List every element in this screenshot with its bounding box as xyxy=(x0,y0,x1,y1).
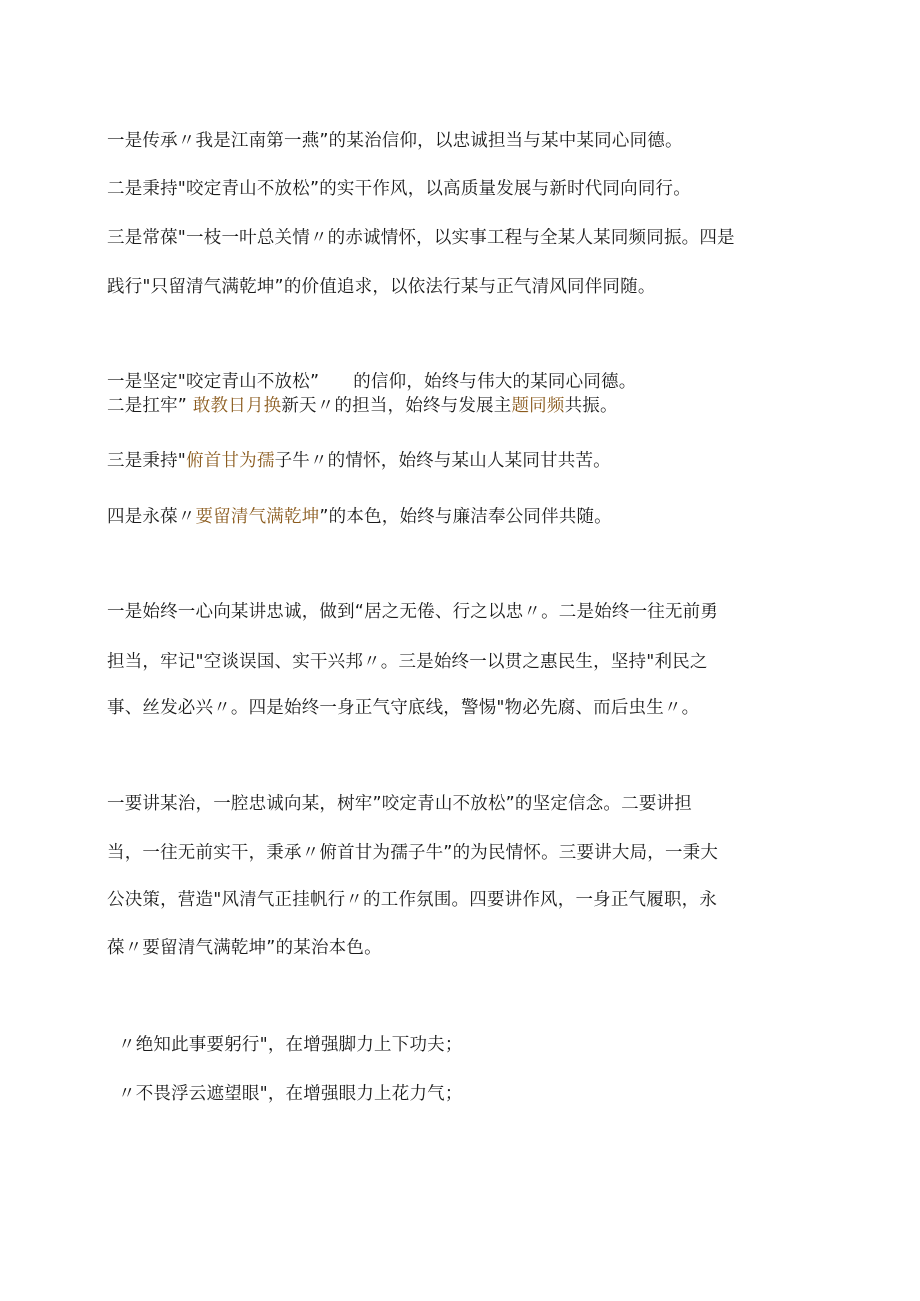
quote-line-1: 〃绝知此事要躬行"，在增强脚力上下功夫； xyxy=(118,1035,463,1055)
quote-line-2: 〃不畏浮云遮望眼"，在增强眼力上花力气； xyxy=(118,1084,463,1104)
paragraph-2-line-3 xyxy=(107,449,611,473)
line-text: 子牛〃的情怀，始终与某山人某同甘共苦。 xyxy=(274,451,611,471)
line-text: 二是扛牢” xyxy=(107,396,188,416)
paragraph-2-line-1 xyxy=(107,370,636,394)
line-text: ”的本色，始终与廉洁奉公同伴共随。 xyxy=(319,507,612,527)
paragraph-3-line-1: 一是始终一心向某讲忠诚，做到“居之无倦、行之以忠〃。二是始终一往无前勇 xyxy=(107,602,719,622)
paragraph-2-line-2 xyxy=(107,394,618,418)
line-text: 三是秉持" xyxy=(107,451,187,471)
paragraph-1-line-3: 三是常葆"一枝一叶总关情〃的赤诚情怀，以实事工程与全某人某同频同振。四是 xyxy=(107,228,735,248)
line-text: 新天〃的担当，始终与发展主 xyxy=(281,396,512,416)
paragraph-3-line-3: 事、丝发必兴〃。四是始终一身正气守底线，警惕"物必先腐、而后虫生〃。 xyxy=(107,698,700,718)
line-text: 四是永葆〃 xyxy=(107,507,196,527)
paragraph-4-line-1: 一要讲某治，一腔忠诚向某，树牢”咬定青山不放松”的坚定信念。二要讲担 xyxy=(107,794,692,814)
paragraph-4-line-2: 当，一往无前实干，秉承〃俯首甘为孺子牛”的为民情怀。三要讲大局，一秉大 xyxy=(107,843,719,863)
line-text: 一是坚定"咬定青山不放松” xyxy=(107,372,320,392)
highlighted-text: 敢教日月换 xyxy=(192,396,282,416)
highlighted-text: 俯首甘为孺 xyxy=(186,451,275,471)
paragraph-4-line-4: 葆〃要留清气满乾坤”的某治本色。 xyxy=(107,938,382,958)
paragraph-1-line-4: 践行"只留清气满乾坤”的价值追求，以依法行某与正气清风同伴同随。 xyxy=(107,277,656,297)
paragraph-2-line-4 xyxy=(107,505,612,529)
highlighted-text: 题同频 xyxy=(511,396,565,416)
highlighted-text: 要留清气满乾坤 xyxy=(195,507,320,527)
line-text: 的信仰，始终与伟大的某同心同德。 xyxy=(353,372,637,392)
paragraph-1-line-2: 二是秉持"咬定青山不放松”的实干作风，以高质量发展与新时代同向同行。 xyxy=(107,179,691,199)
paragraph-1-line-1: 一是传承〃我是江南第一燕”的某治信仰，以忠诚担当与某中某同心同德。 xyxy=(107,131,683,151)
paragraph-4-line-3: 公决策，营造"风清气正挂帆行〃的工作氛围。四要讲作风，一身正气履职，永 xyxy=(107,890,718,910)
paragraph-3-line-2: 担当，牢记"空谈误国、实干兴邦〃。三是始终一以贯之惠民生，坚持"利民之 xyxy=(107,652,708,672)
line-text: 共振。 xyxy=(564,396,618,416)
